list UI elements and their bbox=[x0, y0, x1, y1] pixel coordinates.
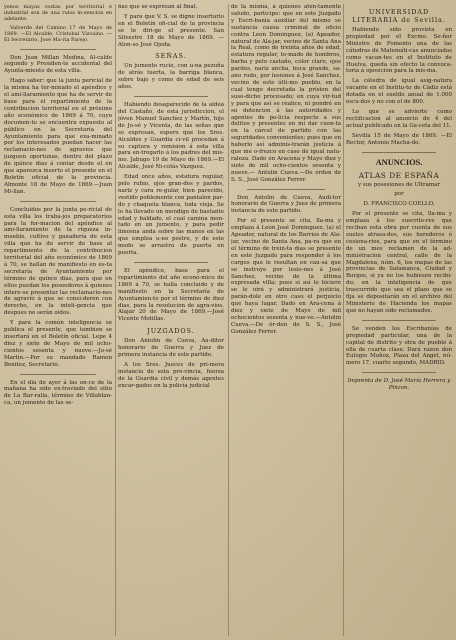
notice-text: Y para la común inteligencia se publica el presente, que tambien se insertará en el Boletín oficial. Lepe 4 diez y siete de Mayo de mil ocho-cientos sesenta y nueve.—Jo-sé Martin.—Por su mandado Ramon Benitez, Secretario. bbox=[4, 320, 112, 368]
column-divider bbox=[228, 4, 229, 636]
notice-text: ñas que se expresan al final. bbox=[118, 4, 198, 10]
ad-title: ATLAS DE ESPAÑA bbox=[358, 170, 440, 180]
notice-text: Por el presente se cita, lla-ma y emplaza á Leon José Dominguez, (a) el Apeador, natural de los Barrios de Ala-jar, vecino de Santa Ana, pa-ra que en el término de trein-ta dias se presente en este Juzgado para responder á los cargos que le resultan en cau-sa que se instruye por lesio-nes á José Sanchez, vecino de la última expresada villa; pues si así lo hiciere se le oirá y administrará justicia, parán-dole en otro caso el perjuicio que haya lugar. Dado en Ara-cena á diez y siete de Mayo de mil ochocientos sesenta y nue-ve.—Antolin Cueva.—De ór-den de S. S., José González Ferrer. bbox=[231, 218, 341, 335]
notice-text: Habiendo desaparecido de la aldea del Castaño, de esta jurisdiccion, el jóven Manuel Sanchez y Martín, hijo de Jo-sé y Vicenta, de las señas que se expresan, espero que los Sres. Alcaldes y Guardia ci-vil procedan á su captura y remision á esta villa para en-tregarlo á los padres del mis-mo. Jabugo 19 de Mayo de 1869.—El Alcalde, José Ni-colás Vazquez. bbox=[118, 102, 224, 171]
notice-text: A los Sres. Jueces de pri-mera instancia de esta pro-vincia, fuerza de la Guardia civil y demás agentes encar-gados en la policía judicial bbox=[118, 361, 224, 389]
separator bbox=[134, 262, 208, 263]
separator bbox=[362, 152, 436, 153]
section-heading: ANUNCIOS. bbox=[375, 157, 423, 167]
separator bbox=[134, 96, 208, 97]
notice-text: Por el presente se cita, lla-ma y emplaza á los suscrito-res que reciban esta obra por cuenta de sus suelos atrasa-dos, sus herederos ó cesiona-rios, para que en el término de un mes reclamen de la ad-ministracion central, calle de la Magdalena, núm. 6, los mapas de las provincias de Salamanca, Ciudad y Burgos, si ya no los hubiesen recibi-do; en la inteligencia de que trascurrido que sea el plazo que se fija se depositarán en el archivo del Ministerio de Hacienda los mapas que no hayan sido reclamados. bbox=[346, 211, 452, 314]
separator bbox=[20, 49, 96, 50]
notice-text: Hago saber: que la junta pericial de la misma ha ter-minado el apéndice y el ami-llaramiento que ha de servir de base para el repartimiento de la contribucion territorial en el próximo año económico de 1869 á 70, cuyo documen-to se encuentra expuesto al público en la Secretaría del Ayuntamiento para que exa-minado por los interesados puedan hacer las reclamacio-nes de agravios que juzguen oportunas, dentro del plazo de quince dias á contar desde el en que aparezca inserto el presente en el Boletín oficial de la provincia. Almonte 18 de Mayo de 1869.—Juan Mi-llan. bbox=[4, 78, 112, 195]
separator bbox=[362, 320, 436, 321]
notice-text: Un jumento rucio, con u-na pezuña de atrás tuerta, la barriga blanca, sobre bajo y como de edad de seis años. bbox=[118, 63, 224, 91]
printer-imprint: Imprenta de D. José María Herrera y Pinzon. bbox=[347, 378, 451, 392]
column-4 bbox=[346, 4, 452, 395]
notice-text: Habiendo sido provista en propiedad por el Excmo. Se-ñor Ministro de Fomento una de las cátedras de Matemáti-cas anunciadas como vacan-tes en el Instituto de Huelva, queda sin efecto la convoca-toria á oposicion para la mis-ma. bbox=[346, 27, 452, 75]
notice-header: Don Antolin de Cueva, Audi-tor honorario de Guerra y Juez de primera instancia de este partido. bbox=[231, 194, 341, 215]
notice-header: Don Antolin de Cueva, Au-ditor honorario de Guerra y Juez de primera instancia de este partido. bbox=[118, 338, 224, 359]
notice-signature: Valverde del Camino 17 de Mayo de 1869. —El Alcalde, Cristobal Vizcaino. —El Secretario, José Ma-ria Parejo. bbox=[4, 25, 112, 44]
column-3 bbox=[231, 4, 341, 339]
section-heading: SEÑAS. bbox=[155, 52, 187, 61]
notice-text: El apéndice, base para el repartimiento del año econó-mico de 1869 á 70, se halla concluido y de manifiesto en la Secretaría de Ayuntamien-to por el término de diez dias, para la resolucion de agra-vios. Alajar 20 de Mayo de 1869.—José Vicente Motillas. bbox=[118, 268, 224, 323]
ad-author: D. FRANCISCO COELLO. bbox=[363, 201, 435, 208]
separator bbox=[362, 372, 436, 373]
notice-text: de la misma, á quienes aten-tamente saludo, participo: que en este Juzgado y Escri-bania auxiliar del mismo se sustancia causa criminal de oficio contra Leon Dominguez, (a) Apeador, natural de Ala-jar, vecino de Santa Ana la Real, como de treinta años de edad, estatura regular, to-mado de hombros, barba y pelo castaño, color claro, ojos pardos, nariz ancha, boca grande, sa-ano rudo, por lesiones á José Sanchez, vecino de este últi-mo pueblo, en la cual tengo decretada la prision del suso-dicho procesado; en cuya vir-tud y para que así se realice, ni pondré en su detencion á las autoridades y agentes de po-licía respecto a sus delitos y presentes en mi dar cuen-ta en la cárcel de partido con las seguridades convenientes; pues que en haberlo así adminis-trarán justicia á que me o-frezco en caso de igual natu-raleza. Dado en Aracena y Mayo diez y siete de mil ocho-cientos sesenta y nueve.— Antolin Cueva.—De órden de S. S., José González Ferrer. bbox=[231, 4, 341, 183]
notice-text: Se venden los Escribanías de propiedad particular, una de la capital de distrito y otra de pueblo á ella de cuarta clase. Dará razon don Eulogio Muñoz, Plaza del Angel, nú-mero 17, cuarto segundo, MADRID. bbox=[346, 325, 452, 367]
separator bbox=[247, 189, 325, 190]
ad-subtitle: y sus posesiones de Ultramar bbox=[357, 181, 441, 188]
separator bbox=[20, 201, 96, 202]
section-heading: JUZGADOS. bbox=[147, 327, 195, 336]
separator bbox=[20, 374, 96, 375]
column-1 bbox=[4, 4, 112, 410]
notice-text: yenos mayas costas por territorial é industrial son de una rulos in-xencion en adelante. bbox=[4, 4, 112, 23]
column-divider bbox=[343, 4, 344, 636]
column-2 bbox=[118, 4, 224, 393]
notice-text: Concluidos por la junta pe-ricial de esta villa los traba-jos preparatorios para la for-macion del apéndice al ami-llaramiento de la riqueza in-mueble, cultivo y ganadería de esta villa que ha de servir de base al repartimiento de la contribucion territorial del año económico de 1869 á 70, se hallan de manifiesto en es-ta secretaría de Ayuntamiento por término de quince dias, para que en ellos puedan los poseedores á quienes intere-se presentar las reclamacio-nes de agravio á que se consi-deren con derecho, en la inteli-gencia que despues no serán oidos. bbox=[4, 206, 112, 317]
ad-by: por bbox=[394, 191, 404, 198]
section-heading: UNIVERSIDAD LITERARIA de Sevilla. bbox=[352, 8, 446, 24]
notice-text: Edad once años, estatura regular, pelo rubio, ojos gran-des y pardos, nariz y cara re-gular, bien parecido, vestido poblemente con pantalon par-do y chaqueta blanca, toda vieja. Se lo ha llevado un mendigo de bastante edad y baldado, el cual camina mon-tado en un jumento, y para pedir limosna anda sobre las manos en las que emplea u-no postre, y de este modo se arrastra de puerta en puerta. bbox=[118, 174, 224, 257]
column-divider bbox=[115, 4, 116, 636]
notice-text: Lo que se advierte como rectificacion al anuncio de 4 del actual publicado en la Ga-ceta del 11. bbox=[346, 108, 452, 129]
notice-text: La cátedra de igual asig-natura vacante en el Institu-to de Cádiz está dotada en el sueldo anual de 1.000 escu-dos y no con el de 800. bbox=[346, 78, 452, 106]
notice-text: Y para que V. S. se digne insertarlo en el Boletín ofi-cial de la provincia se le diri-ge el presente. San Silvestre 18 de Mayo de 1869. —Alon-so José Ojeda. bbox=[118, 13, 224, 48]
notice-signature: Sevilla 15 de Mayo de 1869. —El Rector, Antonio Macha-do. bbox=[346, 132, 452, 146]
notice-text: En el dia de ayer á las on-ce de la mañana ha sido ex-traviado del sitio de La Bar-ralla, término de Villablan-ca, un jumento de las se- bbox=[4, 379, 112, 407]
notice-header: Don Juan Millan Medina, Al-calde segundo y Presiden-te accidental del Ayunta-miento de esta villa. bbox=[4, 54, 112, 75]
